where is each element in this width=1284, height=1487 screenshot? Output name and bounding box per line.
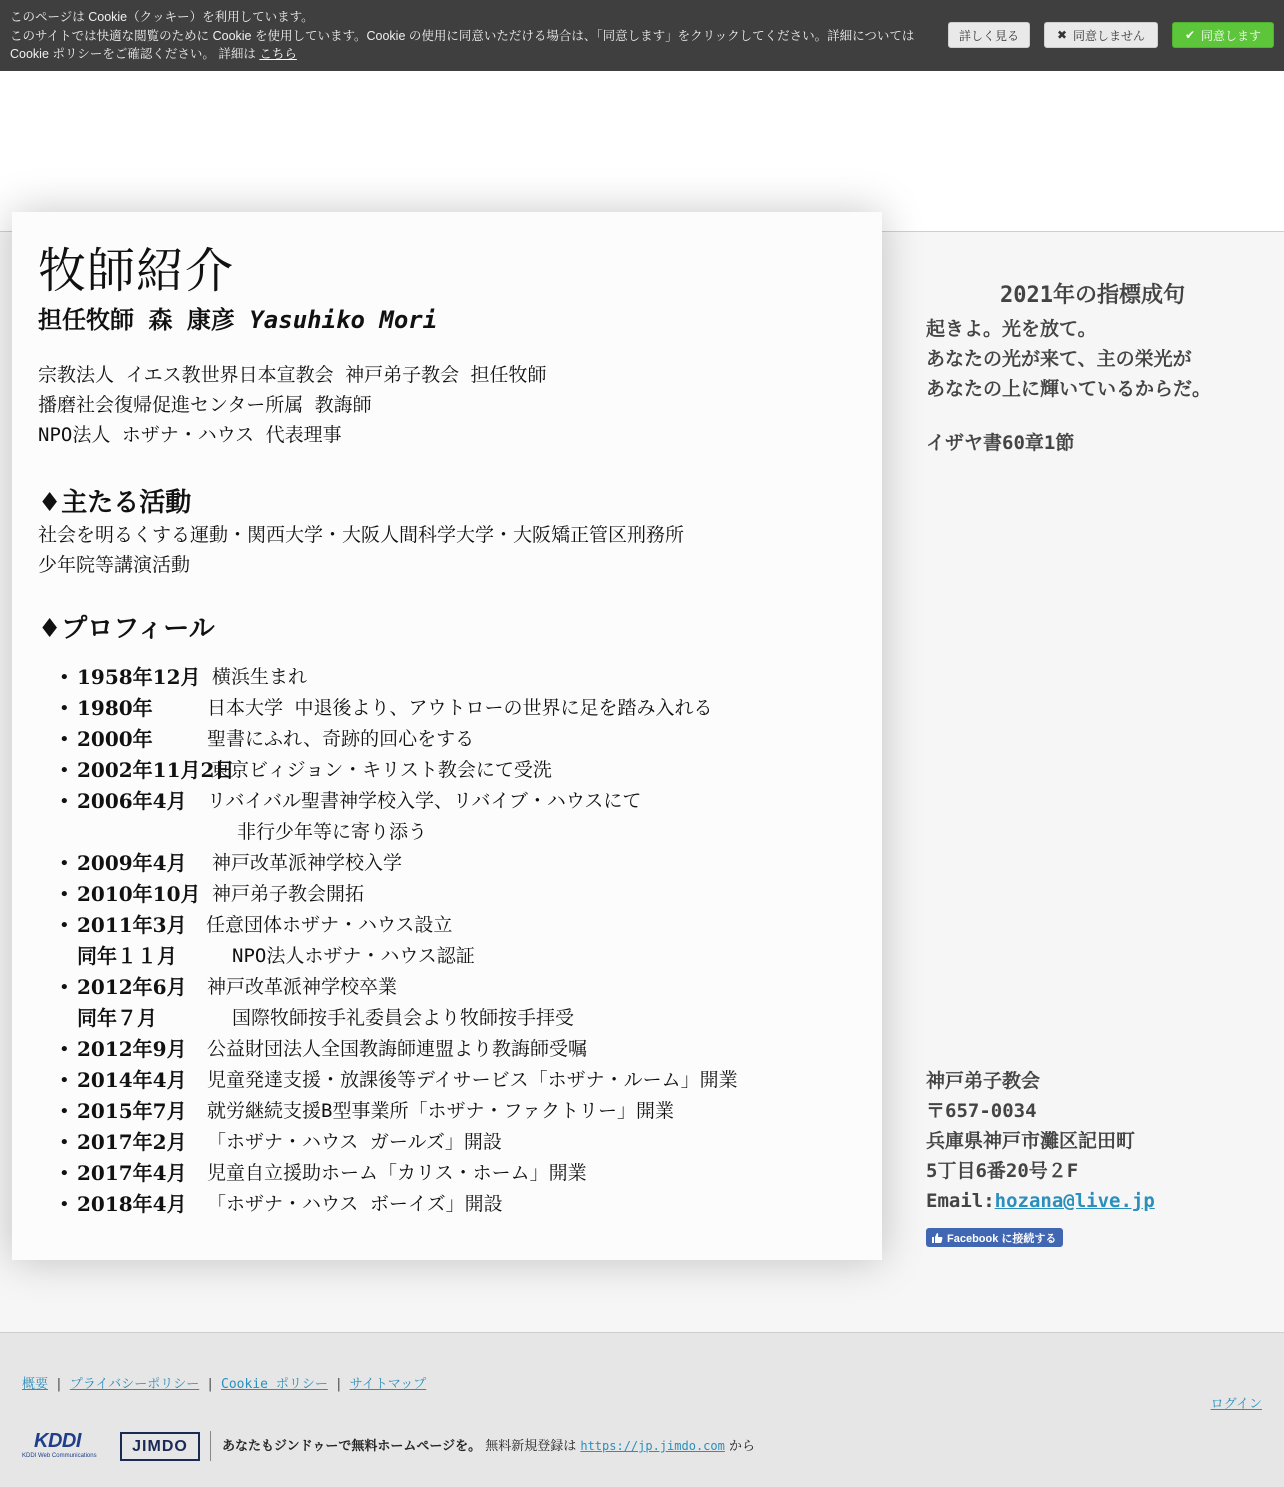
footer-separator: | <box>334 1377 343 1392</box>
cookie-line-2 <box>10 27 930 64</box>
timeline-item <box>38 972 858 1003</box>
timeline-year: • 1980年 <box>77 696 153 720</box>
pastor-name <box>38 300 437 335</box>
timeline-event: 「ホザナ・ハウス ボーイズ」開設 <box>207 1193 503 1215</box>
timeline-item <box>38 1127 858 1158</box>
timeline-event: NPO法人ホザナ・ハウス認証 <box>232 945 475 967</box>
promo-text: 無料新規登録は <box>481 1439 581 1454</box>
footer-link-privacy[interactable]: プライバシーポリシー <box>69 1377 200 1392</box>
motto-line: あなたの上に輝いているからだ。 <box>926 378 1212 400</box>
timeline-year: • 2012年6月 <box>77 975 187 999</box>
profile-timeline <box>38 662 858 1220</box>
timeline-item <box>38 1189 858 1220</box>
timeline-year: • 2000年 <box>77 727 153 751</box>
kddi-logo[interactable] <box>22 1430 108 1462</box>
timeline-year: 同年１１月 <box>77 944 177 968</box>
footer-separator: | <box>55 1377 63 1392</box>
close-icon: ✖ <box>1056 28 1068 42</box>
page-title: 牧師紹介 <box>38 243 235 299</box>
timeline-year: 同年７月 <box>77 1006 157 1030</box>
cookie-message <box>10 8 930 64</box>
promo-link[interactable]: https://jp.jimdo.com <box>580 1439 725 1453</box>
activity-heading: ♦主たる活動 <box>38 488 192 518</box>
timeline-year: • 2009年4月 <box>77 851 187 875</box>
timeline-item <box>38 817 858 848</box>
login-link[interactable]: ログイン <box>1210 1397 1262 1412</box>
footer-link-sitemap[interactable]: サイトマップ <box>349 1377 427 1392</box>
timeline-event: 児童発達支援・放課後等デイサービス「ホザナ・ルーム」開業 <box>207 1069 738 1091</box>
timeline-item <box>38 724 858 755</box>
timeline-event: 児童自立援助ホーム「カリス・ホーム」開業 <box>207 1162 587 1184</box>
timeline-event: 聖書にふれ、奇跡的回心をする <box>207 728 475 750</box>
footer-promo <box>222 1435 755 1454</box>
timeline-item <box>38 1034 858 1065</box>
motto-line: あなたの光が来て、主の栄光が <box>926 348 1192 370</box>
activity-line: 少年院等講演活動 <box>38 554 191 576</box>
address-line: 5丁目6番20号２F <box>926 1160 1079 1182</box>
activity-line: 社会を明るくする運動・関西大学・大阪人間科学大学・大阪矯正管区刑務所 <box>38 524 685 546</box>
timeline-year: • 2010年10月 <box>77 882 201 906</box>
timeline-event: 「ホザナ・ハウス ガールズ」開設 <box>207 1131 502 1153</box>
header-band <box>0 71 1284 232</box>
timeline-year: • 2014年4月 <box>77 1068 187 1092</box>
postal-code: 〒657-0034 <box>926 1100 1037 1122</box>
timeline-event: 任意団体ホザナ・ハウス設立 <box>206 914 453 936</box>
timeline-event: 非行少年等に寄り添う <box>237 821 428 843</box>
facebook-connect-label: Facebook に接続する <box>947 1232 1057 1245</box>
church-address <box>926 1066 1155 1216</box>
role-line: 宗教法人 イエス教世界日本宣教会 神戸弟子教会 担任牧師 <box>38 364 547 386</box>
cookie-line-1: このページは Cookie（クッキー）を利用しています。 <box>10 10 314 24</box>
timeline-item <box>38 941 858 972</box>
timeline-item <box>38 848 858 879</box>
timeline-item <box>38 662 858 693</box>
motto-text <box>926 314 1211 404</box>
cookie-decline-label: 同意しません <box>1073 28 1146 43</box>
cookie-accept-button[interactable] <box>1172 22 1274 48</box>
cookie-details-link[interactable]: こちら <box>259 47 297 61</box>
footer <box>0 1332 1284 1487</box>
pastor-roles <box>38 360 547 450</box>
pastor-name-jp: 担任牧師 森 康彦 <box>38 306 250 334</box>
timeline-event: 神戸改革派神学校卒業 <box>207 976 398 998</box>
motto-reference: イザヤ書60章1節 <box>926 432 1075 454</box>
timeline-year: • 2015年7月 <box>77 1099 187 1123</box>
timeline-year: • 2018年4月 <box>77 1192 187 1216</box>
timeline-item <box>38 1158 858 1189</box>
footer-link-about[interactable]: 概要 <box>22 1377 49 1392</box>
cookie-more-button[interactable] <box>948 22 1030 48</box>
timeline-year: • 2012年9月 <box>77 1037 187 1061</box>
cookie-banner <box>0 0 1284 71</box>
timeline-event: 神戸弟子教会開拓 <box>212 883 365 905</box>
timeline-item <box>38 910 858 941</box>
timeline-year: • 2017年2月 <box>77 1130 187 1154</box>
timeline-event: 日本大学 中退後より、アウトローの世界に足を踏み入れる <box>207 697 713 719</box>
facebook-connect-button[interactable] <box>926 1228 1063 1247</box>
cookie-accept-label: 同意します <box>1201 28 1262 43</box>
email-link[interactable]: hozana@live.jp <box>994 1190 1155 1212</box>
timeline-year: • 2017年4月 <box>77 1161 187 1185</box>
jimdo-logo[interactable] <box>120 1432 200 1461</box>
check-icon: ✔ <box>1184 28 1196 42</box>
footer-divider <box>210 1431 211 1461</box>
kddi-logo-text: KDDI <box>34 1430 81 1452</box>
role-line: NPO法人 ホザナ・ハウス 代表理事 <box>38 424 342 446</box>
timeline-item <box>38 1096 858 1127</box>
cookie-line-2-text: このサイトでは快適な閲覧のために Cookie を使用しています。Cookie の使用に同意いただける場合は、「同意します」をクリックしてください。詳細については Cookie ポリシーをご確認ください。 詳細は <box>10 28 915 61</box>
footer-link-cookie[interactable]: Cookie ポリシー <box>221 1377 328 1392</box>
kddi-logo-subtext: KDDI Web Communications <box>22 1453 97 1459</box>
role-line: 播磨社会復帰促進センター所属 教誨師 <box>38 394 372 416</box>
footer-separator: | <box>206 1377 215 1392</box>
email-label: Email: <box>926 1190 995 1212</box>
timeline-item <box>38 786 858 817</box>
timeline-event: 国際牧師按手礼委員会より牧師按手拝受 <box>232 1007 575 1029</box>
timeline-year: • 2011年3月 <box>77 913 187 937</box>
timeline-event: 横浜生まれ <box>212 666 308 688</box>
timeline-item <box>38 755 858 786</box>
promo-suffix: から <box>724 1439 755 1454</box>
profile-heading: ♦プロフィール <box>38 614 215 644</box>
email-row <box>926 1186 1155 1216</box>
address-line: 兵庫県神戸市灘区記田町 <box>926 1130 1136 1152</box>
timeline-event: 神戸改革派神学校入学 <box>212 852 403 874</box>
timeline-item <box>38 879 858 910</box>
timeline-item <box>38 1065 858 1096</box>
cookie-more-label: 詳しく見る <box>958 28 1019 43</box>
timeline-event: 東京ビィジョン・キリスト教会にて受洗 <box>211 759 552 781</box>
thumbs-up-icon <box>931 1232 943 1244</box>
footer-links <box>22 1373 426 1392</box>
timeline-year: • 1958年12月 <box>77 665 201 689</box>
timeline-item <box>38 693 858 724</box>
motto-title: 2021年の指標成句 <box>1000 283 1185 308</box>
pastor-name-en: Yasuhiko Mori <box>249 306 438 334</box>
activity-text <box>38 520 684 580</box>
main-content <box>12 212 882 1260</box>
timeline-event: 公益財団法人全国教誨師連盟より教誨師受嘱 <box>207 1038 588 1060</box>
timeline-year: • 2006年4月 <box>77 789 187 813</box>
timeline-event: 就労継続支援B型事業所「ホザナ・ファクトリー」開業 <box>207 1100 675 1122</box>
timeline-year: • 2002年11月2日 <box>77 758 235 782</box>
church-name: 神戸弟子教会 <box>926 1070 1041 1092</box>
promo-headline: あなたもジンドゥーで無料ホームページを。 <box>222 1439 482 1454</box>
motto-line: 起きよ。光を放て。 <box>926 318 1097 340</box>
cookie-decline-button[interactable] <box>1044 22 1158 48</box>
timeline-event: リバイバル聖書神学校入学、リバイブ・ハウスにて <box>207 790 642 812</box>
jimdo-logo-text: JIMDO <box>132 1437 188 1455</box>
timeline-item <box>38 1003 858 1034</box>
